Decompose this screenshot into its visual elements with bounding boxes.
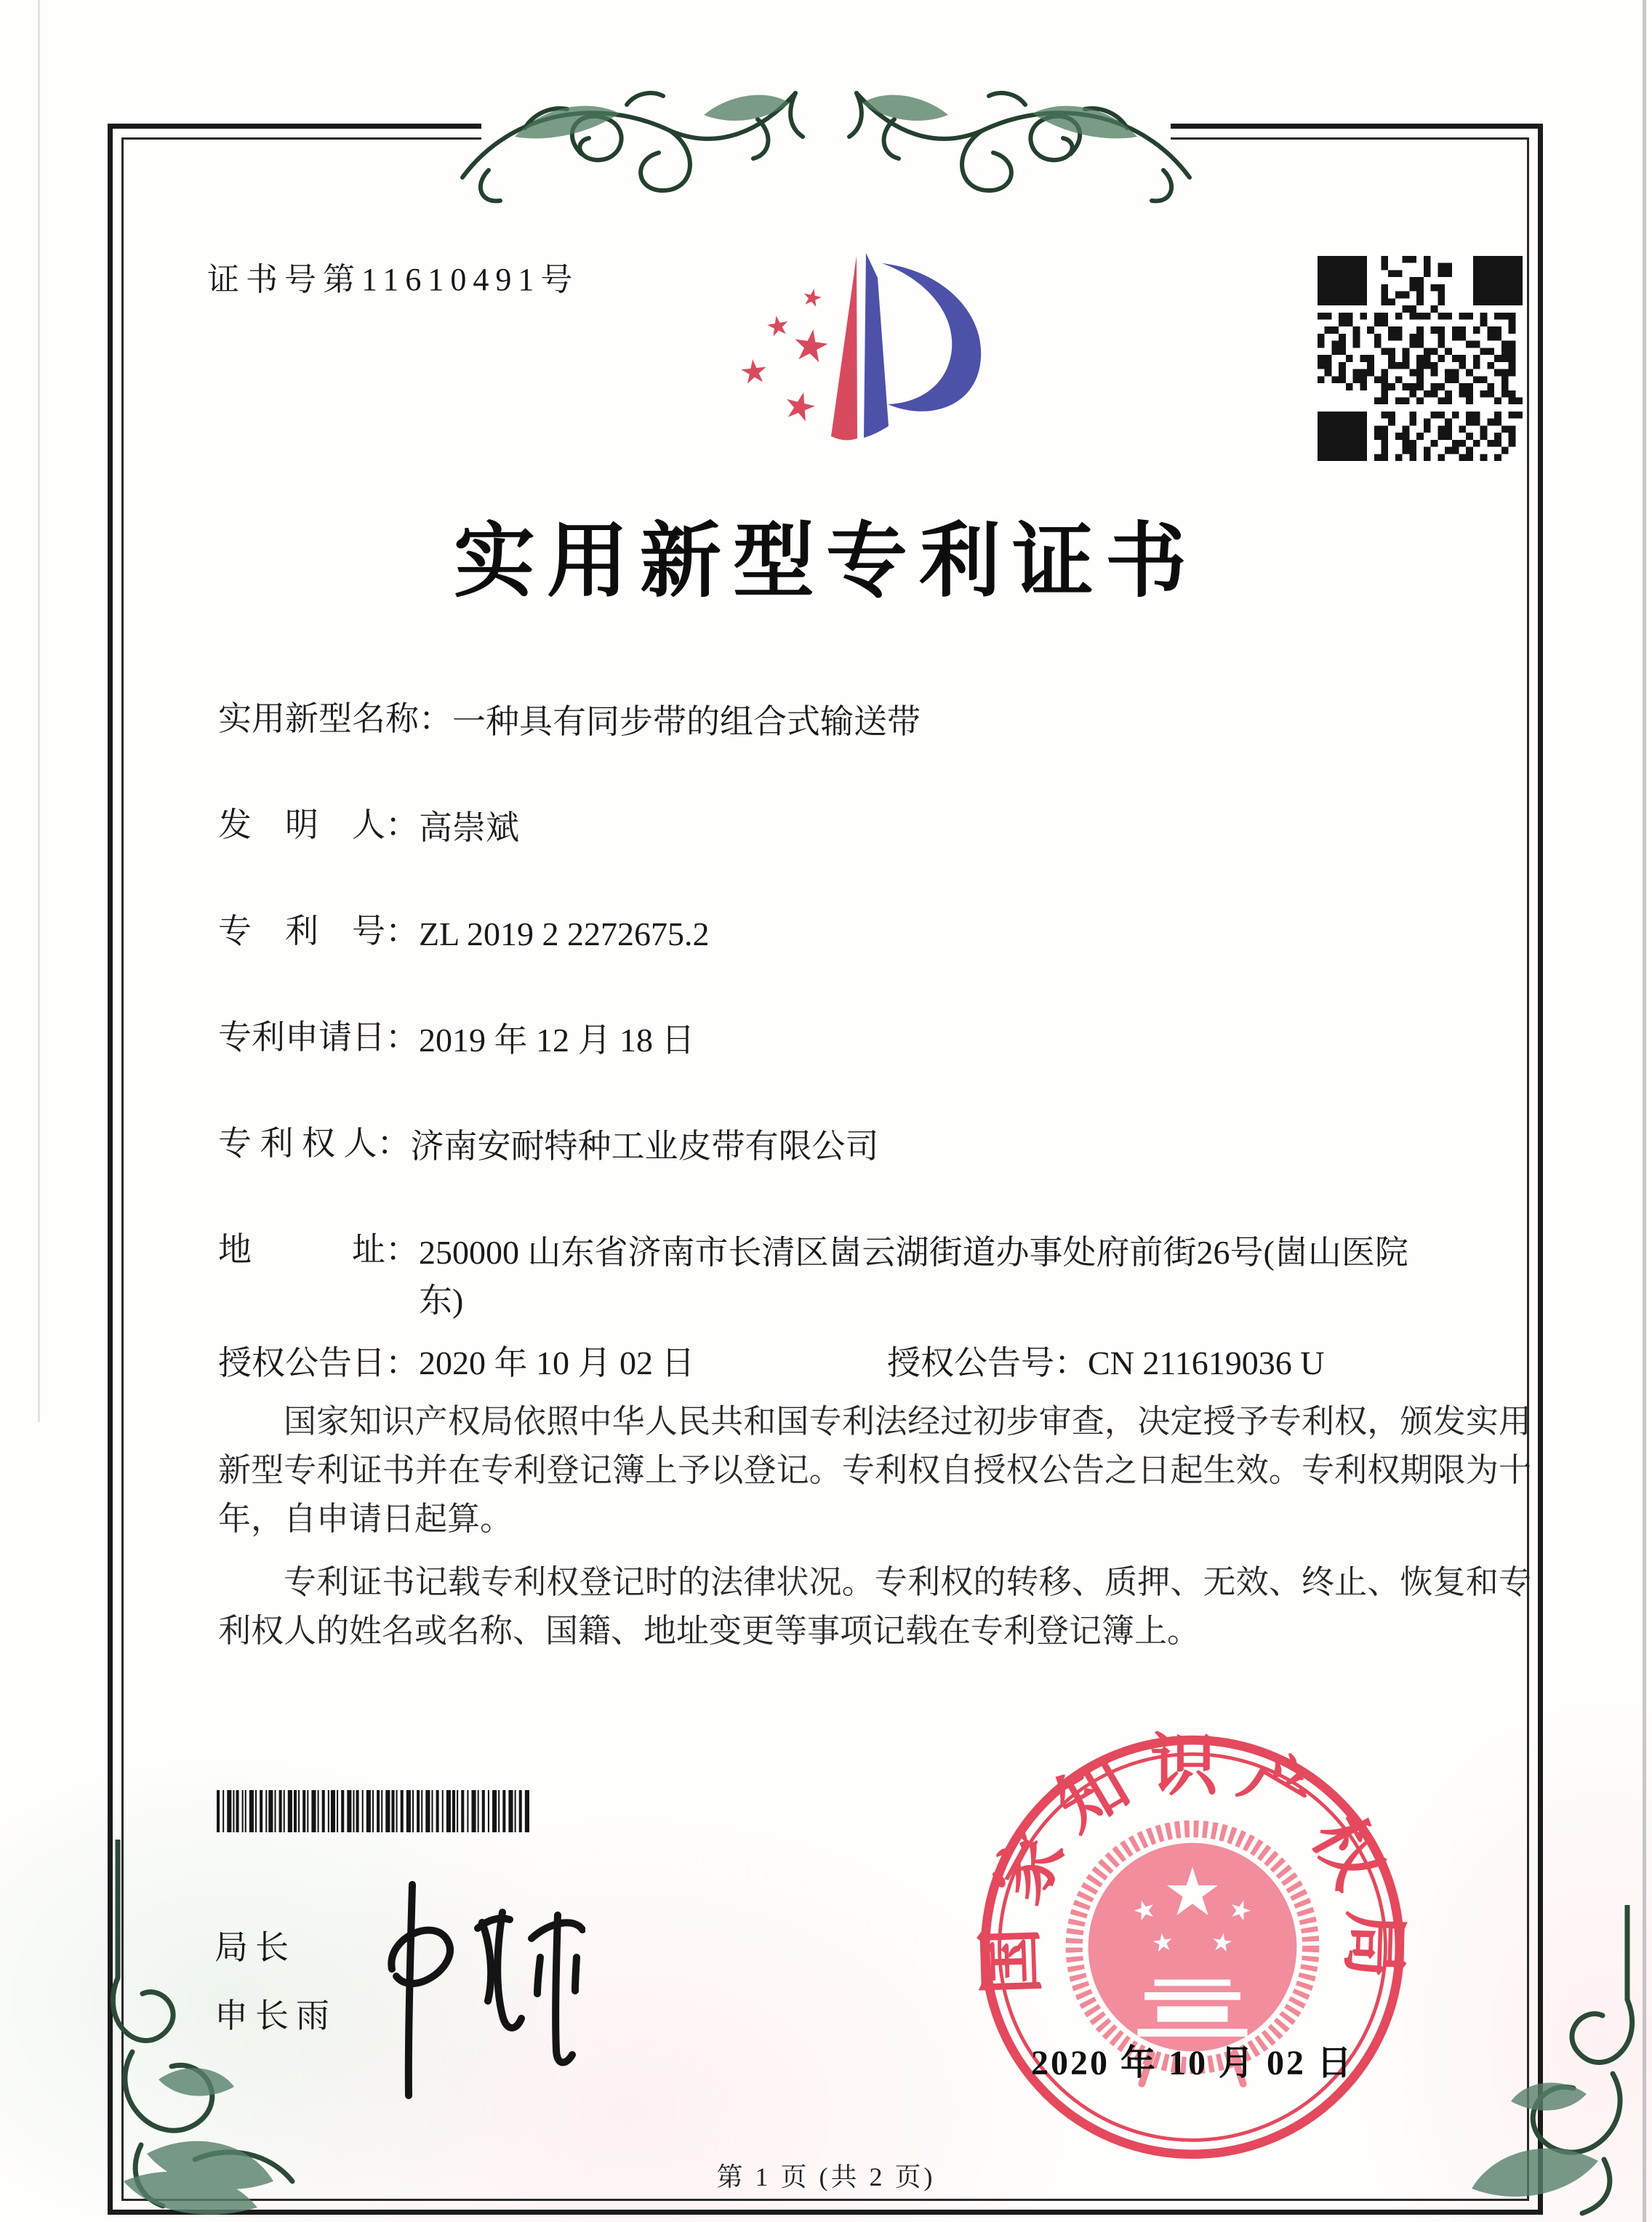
field-row-name xyxy=(218,698,1534,746)
dragon-scroll-ornament xyxy=(445,61,1207,243)
field-label: 专 利 权 人： xyxy=(218,1125,411,1162)
director-name: 申长雨 xyxy=(214,1997,337,2034)
qr-code-icon xyxy=(1318,256,1523,461)
field-value: 高崇斌 xyxy=(419,809,519,846)
director-signature xyxy=(367,1876,585,2116)
field-value: 2020 年 10 月 02 日 xyxy=(419,1344,695,1381)
field-label: 授权公告日： xyxy=(218,1344,419,1381)
certificate-fields xyxy=(218,698,1534,1384)
field-row-inventor xyxy=(218,804,1534,852)
page-footer: 第 1 页 (共 2 页) xyxy=(716,2162,936,2191)
cnipa-logo-icon xyxy=(709,234,993,467)
field-label: 授权公告号： xyxy=(887,1344,1088,1381)
field-value: CN 211619036 U xyxy=(1088,1344,1325,1381)
logo-star-icon xyxy=(802,287,823,308)
field-label: 发 明 人： xyxy=(218,806,419,843)
grant-date xyxy=(218,1342,887,1384)
field-label: 专利申请日： xyxy=(218,1019,419,1056)
certificate-title: 实用新型专利证书 xyxy=(454,517,1198,607)
field-row-filing-date xyxy=(218,1016,1534,1064)
field-value: 250000 山东省济南市长清区崮云湖街道办事处府前街26号(崮山医院东) xyxy=(419,1234,1408,1319)
official-seal xyxy=(967,1722,1418,2173)
grant-row xyxy=(218,1342,1534,1384)
field-value: 一种具有同步带的组合式输送带 xyxy=(452,703,921,740)
field-value: ZL 2019 2 2272675.2 xyxy=(419,915,710,952)
scan-edge xyxy=(38,0,40,1422)
legal-text xyxy=(218,1397,1531,1670)
barcode-icon xyxy=(217,1790,531,1832)
certificate-number: 证书号第11610491号 xyxy=(207,262,580,297)
field-label: 地 址： xyxy=(218,1231,419,1268)
field-row-patent-no xyxy=(218,910,1534,958)
grant-number xyxy=(887,1342,1324,1384)
seal-circular-text: 国家知识产权局 xyxy=(973,1729,1412,1997)
field-label: 实用新型名称： xyxy=(218,700,452,737)
field-value: 济南安耐特种工业皮带有限公司 xyxy=(410,1128,879,1165)
field-label: 专 利 号： xyxy=(218,913,419,950)
field-row-address xyxy=(218,1229,1534,1325)
field-row-patentee xyxy=(218,1123,1534,1171)
seal-date: 2020 年 10 月 02 日 xyxy=(1030,2044,1354,2082)
legal-paragraph-1: 国家知识产权局依照中华人民共和国专利法经过初步审查，决定授予专利权，颁发实用新型专利证书并在专利登记簿上予以登记。专利权自授权公告之日起生效。专利权期限为十年，自申请日起算。 xyxy=(218,1403,1531,1537)
field-value: 2019 年 12 月 18 日 xyxy=(419,1022,695,1059)
director-title: 局长 xyxy=(214,1929,296,1966)
legal-paragraph-2: 专利证书记载专利权登记时的法律状况。专利权的转移、质押、无效、终止、恢复和专利权人的姓名或名称、国籍、地址变更等事项记载在专利登记簿上。 xyxy=(218,1564,1531,1649)
scan-edge xyxy=(1643,0,1646,2222)
